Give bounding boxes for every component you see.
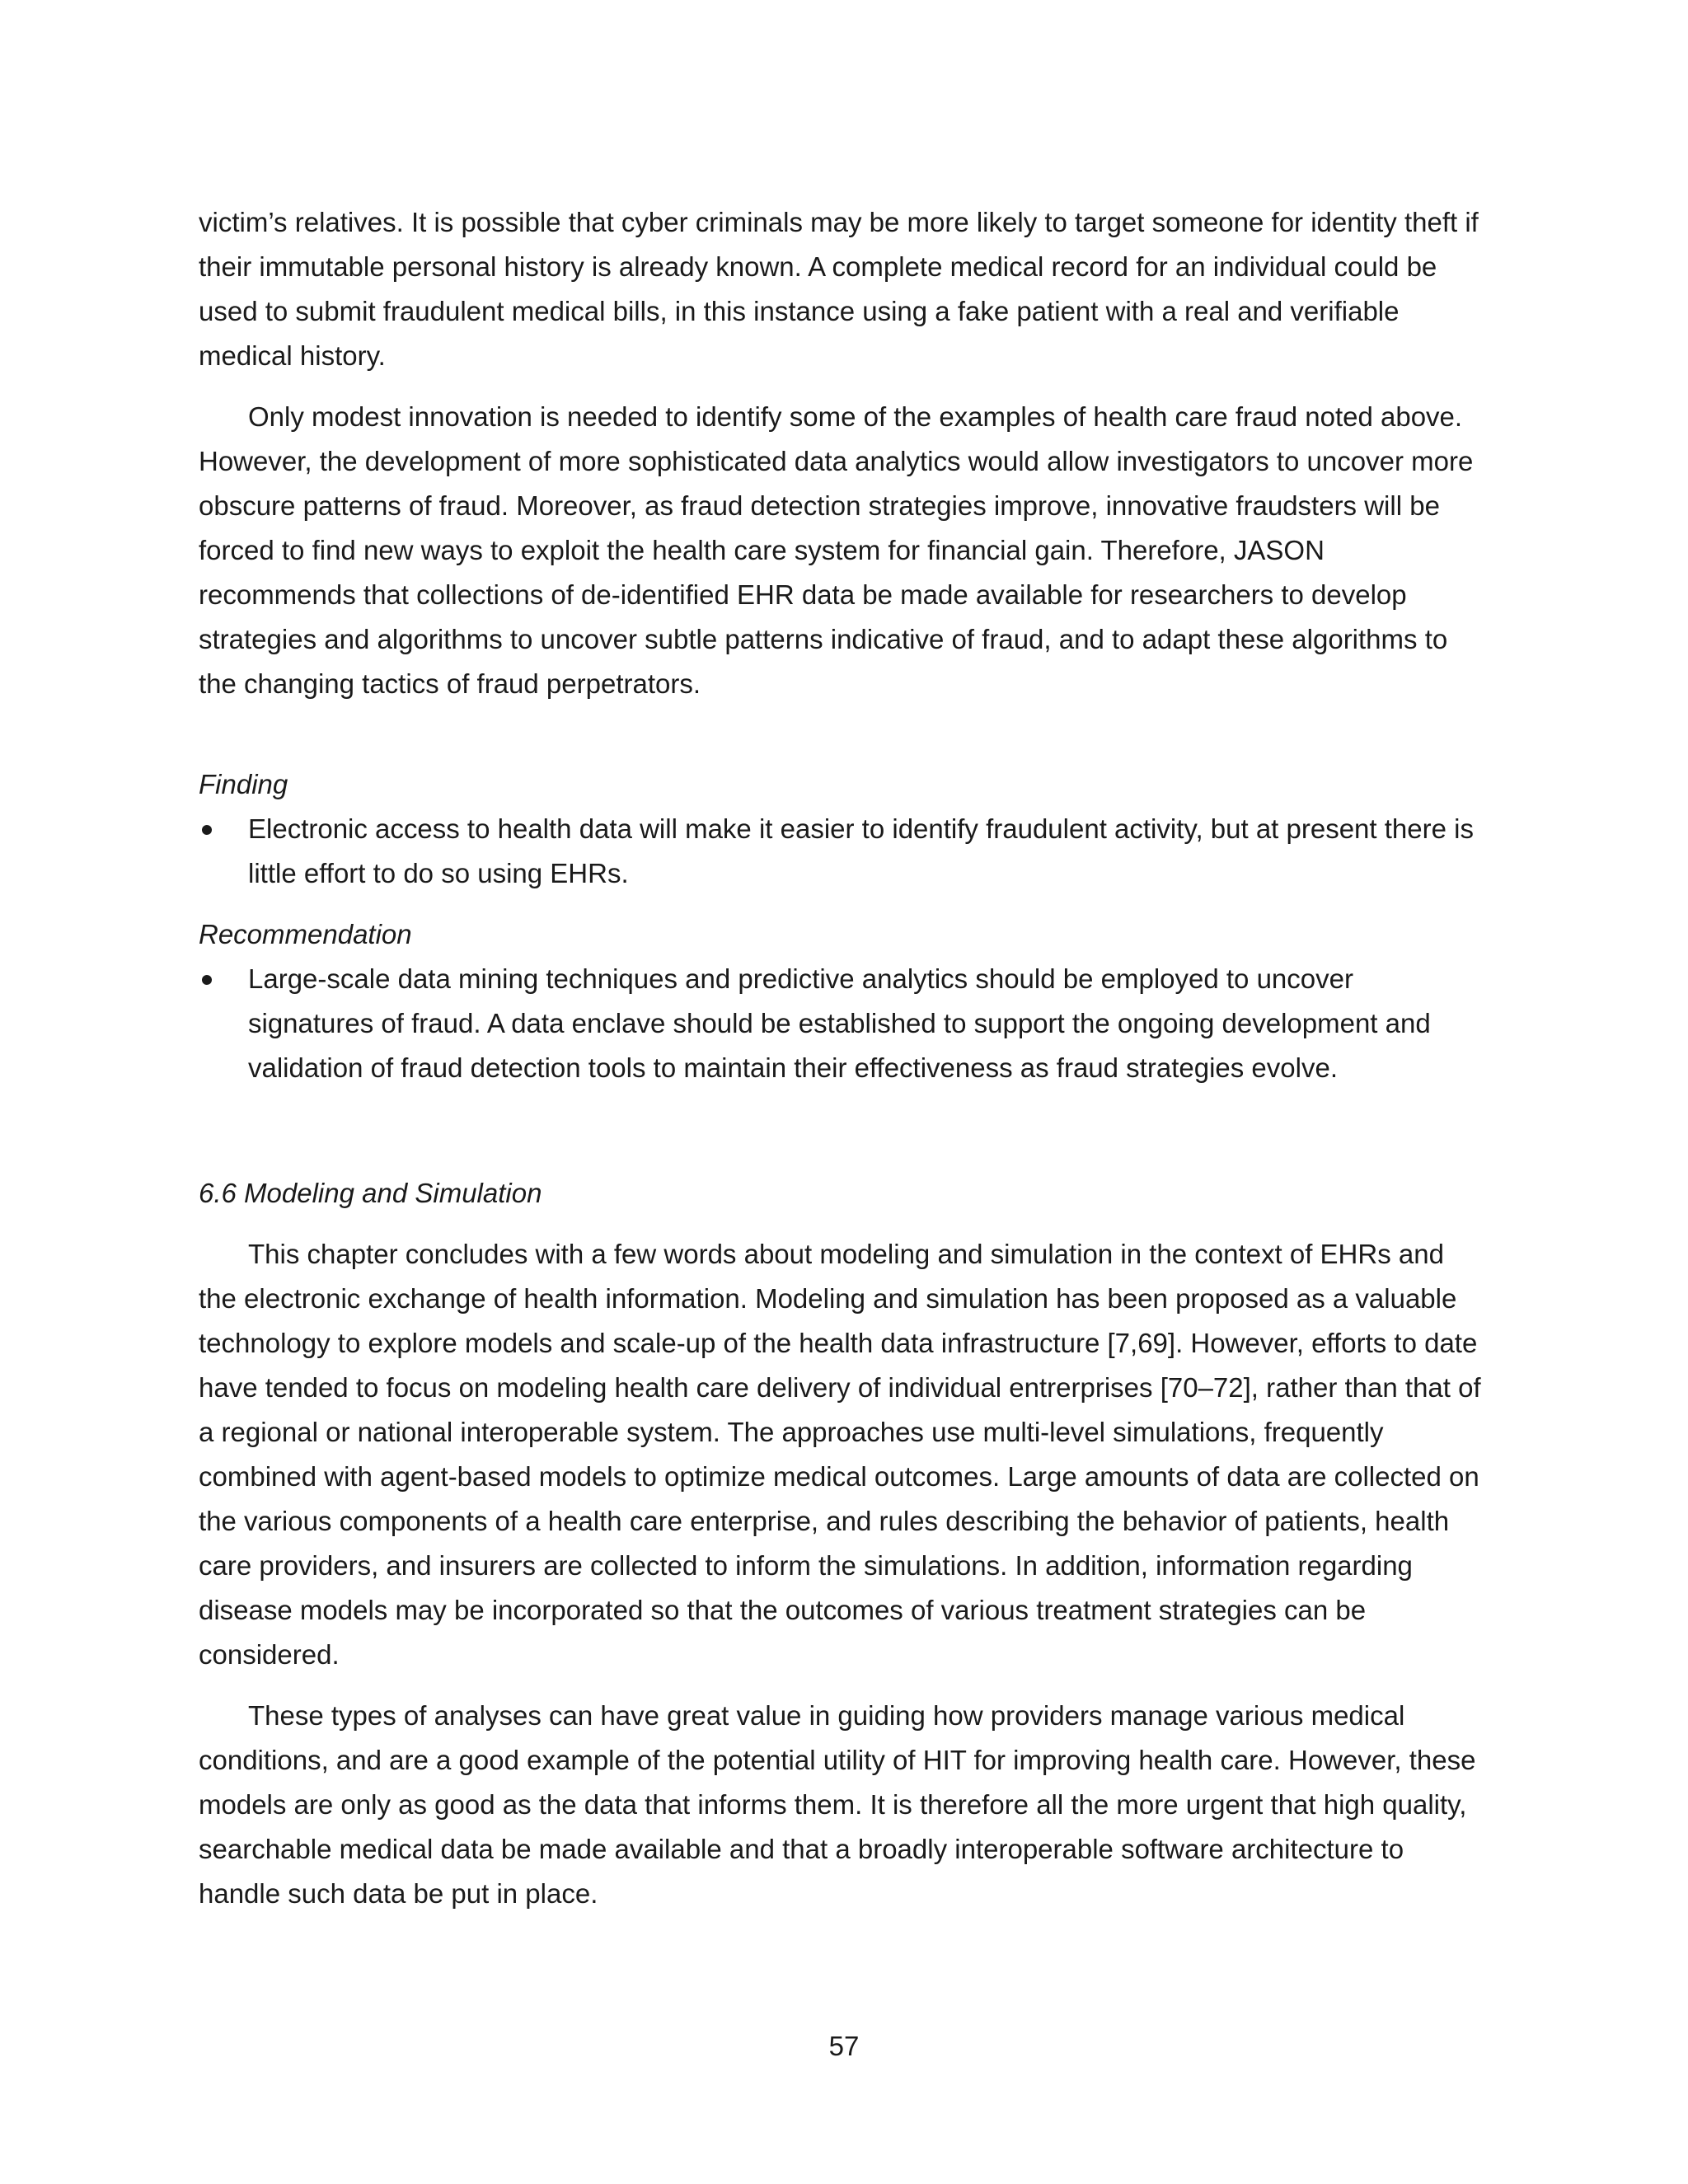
page-body bbox=[199, 200, 1484, 1916]
finding-block bbox=[199, 762, 1484, 896]
section-paragraph-2: These types of analyses can have great value in guiding how providers manage various medical conditions, and are a good example of the potential utility of HIT for improving health care. However, these models are only as good as the data that informs them. It is therefore all the more urgent that high quality, searchable medical data be made available and that a broadly interoperable software architecture to handle such data be put in place. bbox=[199, 1700, 1476, 1909]
section-heading: 6.6 Modeling and Simulation bbox=[199, 1178, 542, 1208]
paragraph-continuation: victim’s relatives. It is possible that cyber criminals may be more likely to target someone for identity theft if their immutable personal history is already known. A complete medical record for an individual could be used to submit fraudulent medical bills, in this instance using a fake patient with a real and verifiable medical history. bbox=[199, 207, 1479, 371]
recommendation-item-text: Large-scale data mining techniques and predictive analytics should be employed to uncover signatures of fraud. A data enclave should be established to support the ongoing development and validation of fraud detection tools to maintain their effectiveness as fraud strategies evolve. bbox=[248, 963, 1431, 1083]
bullet-icon bbox=[202, 825, 212, 835]
finding-list bbox=[199, 807, 1484, 896]
paragraph-innovation: Only modest innovation is needed to identify some of the examples of health care fraud noted above. However, the development of more sophisticated data analytics would allow investigators to uncover more obscure patterns of fraud. Moreover, as fraud detection strategies improve, innovative fraudsters will be forced to find new ways to exploit the health care system for financial gain. Therefore, JASON recommends that collections of de-identified EHR data be made available for researchers to develop strategies and algorithms to uncover subtle patterns indicative of fraud, and to adapt these algorithms to the changing tactics of fraud perpetrators. bbox=[199, 401, 1474, 699]
finding-item-text: Electronic access to health data will make it easier to identify fraudulent activity, but at present there is little effort to do so using EHRs. bbox=[248, 813, 1474, 888]
finding-label: Finding bbox=[199, 769, 288, 799]
bullet-icon bbox=[202, 975, 212, 985]
recommendation-item bbox=[199, 957, 1484, 1090]
page-number: 57 bbox=[828, 2031, 860, 2061]
recommendation-list bbox=[199, 957, 1484, 1090]
recommendation-label: Recommendation bbox=[199, 919, 412, 949]
finding-item bbox=[199, 807, 1484, 896]
section-paragraph-1: This chapter concludes with a few words about modeling and simulation in the context of EHRs and the electronic exchange of health information. Modeling and simulation has been proposed as a valuable technology to explore models and scale-up of the health data infrastructure [7,69]. However, efforts to date have tended to focus on modeling health care delivery of individual entrerprises [70–72], rather than that of a regional or national interoperable system. The approaches use multi-level simulations, frequently combined with agent-based models to optimize medical outcomes. Large amounts of data are collected on the various components of a health care enterprise, and rules describing the behavior of patients, health care providers, and insurers are collected to inform the simulations. In addition, information regarding disease models may be incorporated so that the outcomes of various treatment strategies can be considered. bbox=[199, 1239, 1481, 1670]
recommendation-block bbox=[199, 912, 1484, 1090]
